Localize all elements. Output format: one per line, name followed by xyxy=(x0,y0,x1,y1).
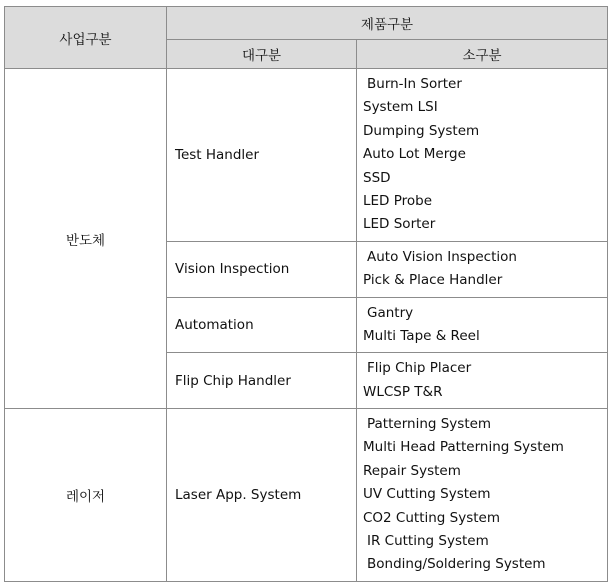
minor-category-cell xyxy=(357,409,608,582)
product-classification-table xyxy=(4,6,608,582)
major-category-cell: Vision Inspection xyxy=(167,241,357,297)
minor-item: Auto Vision Inspection xyxy=(367,248,517,265)
minor-item: UV Cutting System xyxy=(363,486,491,503)
table-row xyxy=(5,409,608,582)
business-cell: 반도체 xyxy=(5,69,167,409)
major-category-cell: Flip Chip Handler xyxy=(167,353,357,409)
business-cell: 레이저 xyxy=(5,409,167,582)
minor-item: Gantry xyxy=(367,304,414,321)
minor-category-cell xyxy=(357,297,608,353)
minor-item: CO2 Cutting System xyxy=(363,509,501,526)
minor-item: WLCSP T&R xyxy=(363,383,443,400)
minor-item: Auto Lot Merge xyxy=(363,146,466,163)
header-minor-category: 소구분 xyxy=(357,40,608,69)
minor-category-cell xyxy=(357,69,608,242)
minor-item: Patterning System xyxy=(367,416,492,433)
header-business-division: 사업구분 xyxy=(5,7,167,69)
major-category-cell: Test Handler xyxy=(167,69,357,242)
minor-category-cell xyxy=(357,241,608,297)
major-category-cell: Laser App. System xyxy=(167,409,357,582)
major-category-cell: Automation xyxy=(167,297,357,353)
header-major-category: 대구분 xyxy=(167,40,357,69)
minor-item: SSD xyxy=(363,169,391,186)
minor-item: Multi Head Patterning System xyxy=(363,439,564,456)
header-product-division: 제품구분 xyxy=(167,7,608,40)
minor-item: Flip Chip Placer xyxy=(367,360,472,377)
minor-item: Burn-In Sorter xyxy=(367,76,462,92)
minor-item: LED Probe xyxy=(363,192,433,209)
minor-item: Multi Tape & Reel xyxy=(363,327,480,344)
minor-category-cell xyxy=(357,353,608,409)
table-row xyxy=(5,69,608,242)
minor-item: LED Sorter xyxy=(363,216,436,233)
minor-item: Repair System xyxy=(363,462,461,479)
minor-item: IR Cutting System xyxy=(367,533,489,550)
minor-item: Dumping System xyxy=(363,122,480,139)
minor-item: System LSI xyxy=(363,99,438,116)
minor-item: Pick & Place Handler xyxy=(363,272,503,289)
minor-item: Bonding/Soldering System xyxy=(367,556,546,573)
